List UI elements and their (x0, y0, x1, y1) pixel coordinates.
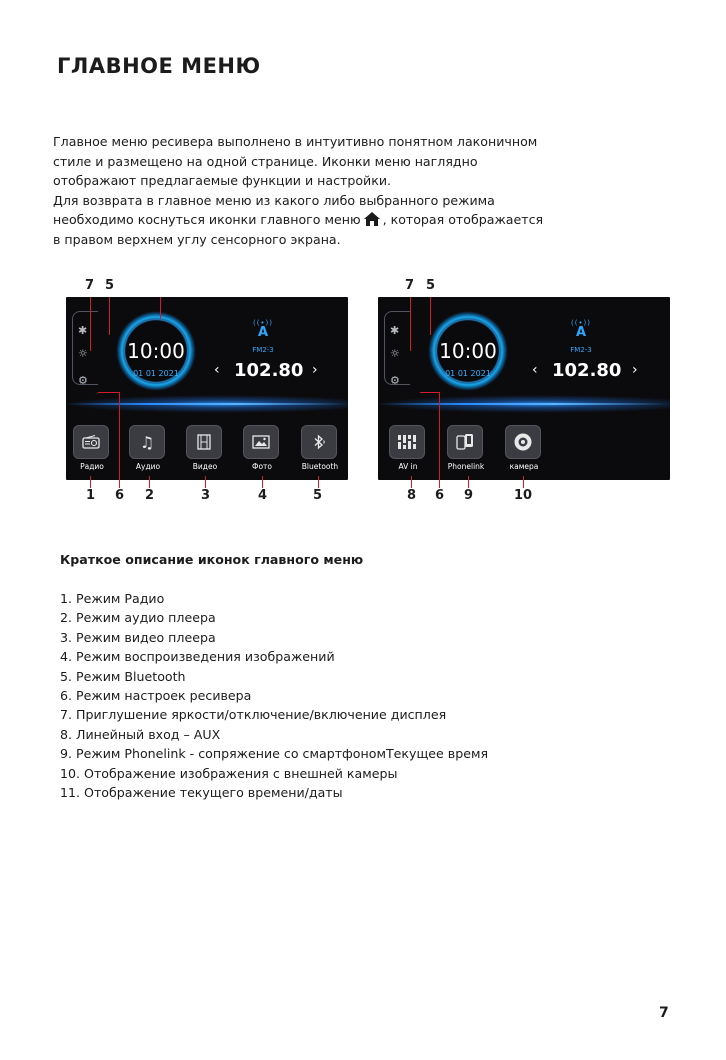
page-title: ГЛАВНОЕ МЕНЮ (57, 54, 261, 78)
radio-logo: A (575, 325, 587, 340)
list-item: 9. Режим Phonelink - сопряжение со смартфономТекущее время (60, 746, 489, 762)
callout-number: 8 (407, 488, 417, 503)
next-station-button[interactable]: › (312, 362, 318, 378)
clock-time: 10:00 (439, 339, 497, 363)
prev-station-button[interactable]: ‹ (214, 362, 220, 378)
icon-description-list (60, 589, 488, 802)
callout-number: 10 (514, 488, 533, 503)
brightness-icon[interactable]: ☼ (390, 347, 400, 360)
callout-line (318, 476, 319, 488)
radio-signal-icon: ((•)) (570, 319, 592, 327)
camera-icon[interactable] (505, 425, 541, 459)
app-radio[interactable] (73, 425, 111, 471)
callout-line (411, 476, 412, 488)
app-label: Радио (80, 462, 104, 471)
callout-line (205, 476, 206, 488)
list-item: 6. Режим настроек ресивера (60, 688, 252, 704)
picture-icon[interactable] (243, 425, 279, 459)
callout-number: 5 (426, 278, 436, 293)
app-label: Аудио (135, 462, 161, 471)
glow-line (378, 403, 670, 405)
bluetooth-status-icon: ✱ (390, 324, 400, 337)
callout-line (262, 476, 263, 488)
list-item: 4. Режим воспроизведения изображений (60, 649, 335, 665)
app-label: Bluetooth (301, 462, 339, 471)
callout-line (420, 392, 440, 393)
callout-line (430, 297, 431, 335)
list-item: 7. Приглушение яркости/отключение/включение дисплея (60, 707, 447, 723)
list-item: 5. Режим Bluetooth (60, 668, 186, 684)
callout-line (410, 297, 411, 351)
clock-time: 10:00 (127, 339, 185, 363)
list-item: 10. Отображение изображения с внешней камеры (60, 765, 398, 781)
app-phonelink[interactable] (447, 425, 485, 471)
app-photo[interactable] (243, 425, 281, 471)
next-station-button[interactable]: › (632, 362, 638, 378)
callout-number: 2 (145, 488, 155, 503)
page-number: 7 (659, 1005, 669, 1021)
app-audio[interactable] (129, 425, 167, 471)
main-menu-screen-2 (378, 297, 670, 480)
glow-line (66, 403, 348, 405)
settings-gear-icon[interactable]: ⚙ (78, 374, 88, 387)
callout-line (468, 476, 469, 488)
callout-number: 7 (85, 278, 95, 293)
callout-line (439, 392, 440, 488)
bluetooth-status-icon: ✱ (78, 324, 88, 337)
callout-number: 3 (201, 488, 211, 503)
prev-station-button[interactable]: ‹ (532, 362, 538, 378)
intro-line: в правом верхнем углу сенсорного экрана. (53, 231, 341, 247)
radio-frequency: 102.80 (552, 360, 622, 381)
list-item: 8. Линейный вход – AUX (60, 726, 221, 742)
app-label: Фото (251, 462, 272, 471)
callout-line (160, 297, 161, 319)
callout-number: 5 (313, 488, 323, 503)
radio-band: FM2-3 (570, 346, 592, 354)
callout-line (149, 476, 150, 488)
intro-text: необходимо коснуться иконки главного меню (53, 212, 361, 227)
intro-text: , которая отображается (382, 212, 544, 227)
clock-date: 01 01 2021 (133, 369, 179, 378)
intro-line: отображают предлагаемые функции и настройки. (53, 173, 392, 188)
callout-number: 6 (435, 488, 445, 503)
radio-logo: A (257, 325, 269, 340)
app-bluetooth[interactable] (301, 425, 339, 471)
callout-number: 6 (115, 488, 125, 503)
intro-line: Главное меню ресивера выполнено в интуитивно понятном лаконичном (53, 134, 538, 149)
list-item: 11. Отображение текущего времени/даты (60, 785, 343, 801)
brightness-icon[interactable]: ☼ (78, 347, 88, 360)
callout-line (119, 392, 120, 488)
radio-frequency: 102.80 (234, 360, 304, 381)
callout-number: 5 (105, 278, 115, 293)
clock-date: 01 01 2021 (445, 369, 491, 378)
list-item: 1. Режим Радио (60, 591, 165, 606)
settings-gear-icon[interactable]: ⚙ (390, 374, 400, 387)
radio-signal-icon: ((•)) (252, 319, 274, 327)
app-av-in[interactable] (389, 425, 427, 471)
home-icon (363, 211, 381, 227)
intro-line: стиле и размещено на одной странице. Иконки меню наглядно (53, 153, 478, 169)
app-label: Phonelink (447, 462, 485, 471)
callout-number: 7 (405, 278, 415, 293)
radio-icon[interactable] (73, 425, 109, 459)
app-label: AV in (398, 462, 418, 471)
intro-line: Для возврата в главное меню из какого либо выбранного режима (53, 192, 495, 208)
music-note-icon[interactable]: ♫ (129, 425, 165, 459)
list-item: 3. Режим видео плеера (60, 629, 216, 645)
app-label: Видео (192, 462, 218, 471)
callout-line (523, 476, 524, 488)
app-video[interactable] (186, 425, 224, 471)
callout-number: 1 (86, 488, 96, 503)
radio-band: FM2-3 (252, 346, 274, 354)
app-camera[interactable] (505, 425, 543, 471)
phone-link-icon[interactable] (447, 425, 483, 459)
app-label: камера (509, 462, 539, 471)
callout-line (90, 297, 91, 351)
bluetooth-icon[interactable] (301, 425, 337, 459)
list-item: 2. Режим аудио плеера (60, 610, 216, 626)
callout-number: 9 (464, 488, 474, 503)
intro-line-with-icon (53, 210, 613, 230)
av-cable-icon[interactable] (389, 425, 425, 459)
section-heading: Краткое описание иконок главного меню (60, 552, 364, 567)
film-icon[interactable] (186, 425, 222, 459)
callout-line (90, 476, 91, 488)
callout-line (98, 392, 119, 393)
callout-number: 4 (258, 488, 268, 503)
callout-line (109, 297, 110, 335)
intro-paragraph (53, 132, 613, 249)
